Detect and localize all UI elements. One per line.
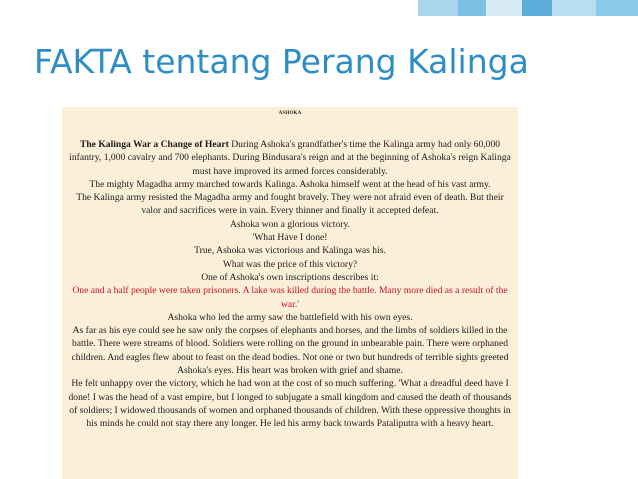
accent-stripe: [552, 0, 596, 16]
paragraph-remorse: He felt unhappy over the victory, which he had won at the cost of so much suffering. 'What a dreadful deed have I done! I was the head of a vast empire, but I longed to subjugate a small kingdom and caused the death of thousands of soldiers; I widowed thousands of women and orphaned thousands of children. With these oppressive thoughts in his minds he could not stay there any longer. He led his army back towards Pataliputra with a heavy heart.: [68, 378, 512, 430]
paragraph-resistance: The Kalinga army resisted the Magadha army and fought bravely. They were not afraid even of death. But their valor and sacrifices were in vain. Every thinner and finally it accepted defeat.: [76, 192, 504, 217]
paragraph-battlefield: Ashoka who led the army saw the battlefield with his own eyes.: [167, 311, 413, 323]
slide-title: FAKTA tentang Perang Kalinga: [34, 42, 529, 81]
paragraph-intro-text: During Ashoka's grandfather's time the Kalinga army had only 60,000 infantry, 1,000 cavalry and 700 elephants. During Bindusara's reign and at the beginning of Ashoka's reign Kalinga must have improved its armed forces considerably.: [69, 139, 511, 177]
accent-stripe: [486, 0, 522, 16]
paragraph-victory: Ashoka won a glorious victory.: [229, 218, 351, 230]
accent-stripe: [596, 0, 638, 16]
accent-stripe: [522, 0, 552, 16]
passage-body: [68, 138, 512, 431]
accent-stripe: [418, 0, 458, 16]
passage-header: ASHOKA: [278, 111, 302, 116]
passage-image-panel: [62, 107, 518, 479]
paragraph-sights: As far as his eye could see he saw only the corpses of elephants and horses, and the limbs of soldiers killed in the battle. There were streams of blood. Soldiers were rolling on the ground in unbearable pain. There were orphaned children. And eagles flew about to feast on the dead bodies. Not one or two but hundreds of terrible sights greeted Ashoka's eyes. His heart was broken with grief and shame.: [71, 325, 509, 377]
paragraph-inscription: One of Ashoka's own inscriptions describes it:: [201, 271, 379, 283]
top-accent-bar: [0, 0, 638, 16]
paragraph-victorious: True, Ashoka was victorious and Kalinga was his.: [194, 245, 386, 257]
paragraph-intro: [68, 138, 512, 178]
paragraph-price: What was the price of this victory?: [222, 258, 358, 270]
accent-stripe: [458, 0, 486, 16]
accent-stripes: [418, 0, 638, 16]
paragraph-march: The mighty Magadha army marched towards Kalinga. Ashoka himself went at the head of his vast army.: [89, 178, 491, 190]
paragraph-exclamation: 'What Have I done!: [252, 232, 328, 244]
passage-heading: The Kalinga War a Change of Heart: [79, 139, 229, 150]
paragraph-highlight: One and a half people were taken prisoners. A lake was killed during the battle. Many more died as a result of the war.': [72, 285, 508, 310]
